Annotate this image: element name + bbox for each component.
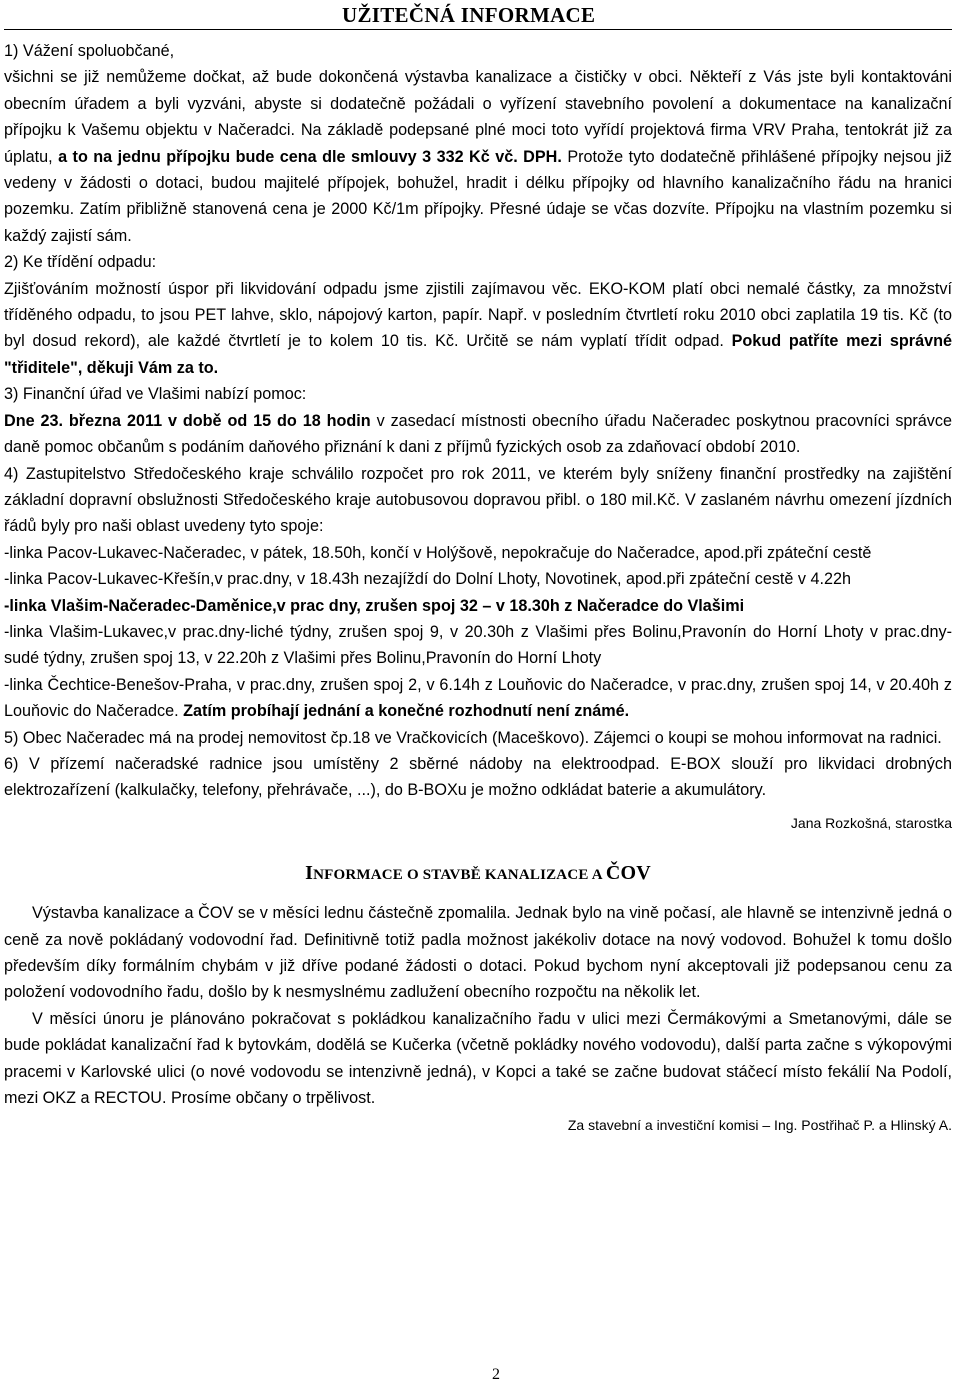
s3-text: v zasedací místnosti obecního úřadu Načeradec poskytnou pracovníci správce daně pomoc občanům s podáním daňového přiznání k dani z příjmů fyzických osob za zdaňovací období 2010. bbox=[4, 411, 952, 457]
s4-line-5-text: -linka Čechtice-Benešov-Praha, v prac.dny, zrušen spoj 2, v 6.14h z Louňovic do Načeradce, v prac.dny, zrušen spoj 14, v 20.40h z Louňovic do Načeradce. bbox=[4, 675, 952, 721]
s4-line-5 bbox=[4, 672, 952, 725]
page-header-title: UŽITEČNÁ INFORMACE bbox=[342, 3, 596, 27]
section2-title-initial: I bbox=[305, 861, 314, 884]
section2-title bbox=[4, 860, 952, 888]
s2-paragraph bbox=[4, 276, 952, 382]
s1-text-a: všichni se již nemůžeme dočkat, až bude dokončená výstavba kanalizace a čističky v obci. Někteří z Vás jste byli kontaktováni obecním úřadem a byli vyzváni, abyste si dodatečně požádali o vyřízení stavebního povolení a dokumentace na kanalizační přípojku k Vašemu objektu v Načeradci. Na základě podepsané plné moci toto vyřídí projektová firma VRV Praha, tentokrát již za úplatu, bbox=[4, 68, 952, 166]
page-number: 2 bbox=[492, 1366, 500, 1383]
s4-line-3 bbox=[4, 593, 952, 619]
section2-paragraph-1: Výstavba kanalizace a ČOV se v měsíci lednu částečně zpomalila. Jednak bylo na vině počasí, ale hlavně se intenzivně jedná o ceně za nově pokládaný vodovodní řad. Definitivně totiž padla možnost jakékoliv dotace na nový vodovod. Bohužel k tomu došlo především díky formálním chybám v již dříve podané žádosti o dotaci. Pokud bychom nyní akceptovali již podepsanou cenu za položení vodovodního řadu, došlo by k nesmyslnému zadlužení obecního rozpočtu na několik let. bbox=[4, 904, 952, 1002]
s4-line-3-bold: -linka Vlašim-Načeradec-Daměnice,v prac dny, zrušen spoj 32 – v 18.30h z Načeradce do Vlašimi bbox=[4, 596, 745, 615]
s3-heading: 3) Finanční úřad ve Vlašimi nabízí pomoc: bbox=[4, 385, 307, 404]
s3-bold-date: Dne 23. března 2011 v době od 15 do 18 hodin bbox=[4, 411, 371, 430]
s4-line-4: -linka Vlašim-Lukavec,v prac.dny-liché týdny, zrušen spoj 9, v 20.30h z Vlašimi přes Bolinu,Pravonín do Horní Lhoty v prac.dny-sudé týdny, zrušen spoj 13, v 22.20h z Vlašimi přes Bolinu,Pravonín do Horní Lhoty bbox=[4, 622, 952, 668]
s4-line-1: -linka Pacov-Lukavec-Načeradec, v pátek, 18.50h, končí v Holýšově, nepokračuje do Načeradce, apod.při zpáteční cestě bbox=[4, 543, 872, 562]
s1-paragraph bbox=[4, 64, 952, 249]
section2-title-end: ČOV bbox=[605, 861, 651, 884]
header-rule bbox=[4, 29, 952, 30]
s5-paragraph: 5) Obec Načeradec má na prodej nemovitost čp.18 ve Vračkovicích (Maceškovo). Zájemci o koupi se mohou informovat na radnici. bbox=[4, 728, 942, 747]
signature-komise: Za stavební a investiční komisi – Ing. Postřihač P. a Hlinský A. bbox=[567, 1117, 952, 1134]
s1-text-b: Protože tyto dodatečně přihlášené přípojky nejsou již vedeny v žádosti o dotaci, budou majitelé přípojek, bohužel, hradit i délku přípojky od hlavního kanalizačního řádu na hranici pozemku. Zatím přibližně stanovená cena je 2000 Kč/1m přípojky. Přesné údaje se včas dozvíte. Přípojku na vlastním pozemku si každý zajistí sám. bbox=[4, 147, 952, 245]
section2-paragraph-2: V měsíci únoru je plánováno pokračovat s pokládkou kanalizačního řadu v ulici mezi Čermákovými a Smetanovými, dále se bude pokládat kanalizační řad k bytovkám, dodělá se Kučerka (včetně pokládky nového vodovodu), další parta začne s výkopovými pracemi v Karlovské ulici (o nové vodovodu se intenzivně jedná), v Kopci a také se začne budovat stáčecí místo fekálií Na Podolí, mezi OKZ a RECTOU. Prosíme občany o trpělivost. bbox=[4, 1009, 952, 1108]
s4-line-2: -linka Pacov-Lukavec-Křešín,v prac.dny, v 18.43h nezajíždí do Dolní Lhoty, Novotinek, apod.při zpáteční cestě v 4.22h bbox=[4, 570, 852, 589]
s3-paragraph bbox=[4, 408, 952, 461]
s1-bold-price: a to na jednu přípojku bude cena dle smlouvy 3 332 Kč vč. DPH. bbox=[58, 147, 562, 166]
section2-title-middle: NFORMACE O STAVBĚ KANALIZACE A bbox=[313, 866, 606, 883]
s1-greeting: 1) Vážení spoluobčané, bbox=[4, 42, 175, 60]
s4-paragraph: 4) Zastupitelstvo Středočeského kraje schválilo rozpočet pro rok 2011, ve kterém byly sníženy finanční prostředky na zajištění základní dopravní obslužnosti Středočeského kraje autobusovou dopravou přibl. o 180 mil.Kč. V zaslaném návrhu omezení jízdních řádů byly pro naši oblast uvedeny tyto spoje: bbox=[4, 464, 952, 536]
s2-bold: Pokud patříte mezi správné "třiditele", děkuji Vám za to. bbox=[4, 332, 952, 377]
s4-bold-note: Zatím probíhají jednání a konečné rozhodnutí není známé. bbox=[183, 702, 630, 721]
s2-heading: 2) Ke třídění odpadu: bbox=[4, 253, 157, 272]
s6-paragraph: 6) V přízemí načeradské radnice jsou umístěny 2 sběrné nádoby na elektroodpad. E-BOX slouží pro likvidaci drobných elektrozařízení (kalkulačky, telefony, přehrávače, ...), do B-BOXu je možno odkládat baterie a akumulátory. bbox=[4, 754, 952, 800]
document-body bbox=[4, 38, 952, 1135]
signature-starostka: Jana Rozkošná, starostka bbox=[790, 814, 952, 831]
s2-text: Zjišťováním možností úspor při likvidování odpadu jsme zjistili zajímavou věc. EKO-KOM platí obci nemalé částky, za množství tříděného odpadu, to jsou PET lahve, sklo, nápojový karton, papír. Např. v posledním čtvrtletí roku 2010 obci zaplatila 19 tis. Kč (to byl dosud rekord), ale každé čtvrtletí je to kolem 10 tis. Kč. Určitě se nám vyplatí třídit odpad. bbox=[4, 279, 952, 351]
